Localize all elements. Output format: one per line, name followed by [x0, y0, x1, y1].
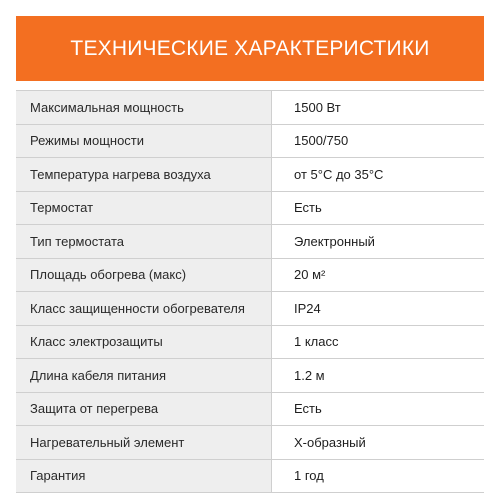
table-row	[16, 158, 484, 192]
table-row	[16, 359, 484, 393]
spec-value: Есть	[272, 191, 485, 225]
spec-value: IP24	[272, 292, 485, 326]
table-row	[16, 392, 484, 426]
spec-label: Максимальная мощность	[16, 91, 272, 125]
spec-label: Нагревательный элемент	[16, 426, 272, 460]
header-banner	[16, 16, 484, 81]
table-row	[16, 258, 484, 292]
table-row	[16, 191, 484, 225]
spec-label: Температура нагрева воздуха	[16, 158, 272, 192]
spec-label: Класс электрозащиты	[16, 325, 272, 359]
spec-label: Длина кабеля питания	[16, 359, 272, 393]
spec-value: 1 год	[272, 459, 485, 493]
spec-label: Тип термостата	[16, 225, 272, 259]
spec-label: Площадь обогрева (макс)	[16, 258, 272, 292]
spec-value: 20 м²	[272, 258, 485, 292]
spec-label: Термостат	[16, 191, 272, 225]
spec-label: Гарантия	[16, 459, 272, 493]
spec-value: от 5°С до 35°С	[272, 158, 485, 192]
table-row	[16, 459, 484, 493]
spec-value: 1.2 м	[272, 359, 485, 393]
table-row	[16, 325, 484, 359]
spec-table	[16, 90, 484, 493]
spec-label: Класс защищенности обогревателя	[16, 292, 272, 326]
spec-value: Есть	[272, 392, 485, 426]
spec-value: Электронный	[272, 225, 485, 259]
spec-label: Защита от перегрева	[16, 392, 272, 426]
table-row	[16, 91, 484, 125]
table-row	[16, 292, 484, 326]
table-row	[16, 225, 484, 259]
spec-label: Режимы мощности	[16, 124, 272, 158]
table-row	[16, 426, 484, 460]
page-title: ТЕХНИЧЕСКИЕ ХАРАКТЕРИСТИКИ	[70, 36, 430, 60]
table-row	[16, 124, 484, 158]
spec-value: 1500/750	[272, 124, 485, 158]
spec-value: Х-образный	[272, 426, 485, 460]
spec-value: 1500 Вт	[272, 91, 485, 125]
spec-value: 1 класс	[272, 325, 485, 359]
